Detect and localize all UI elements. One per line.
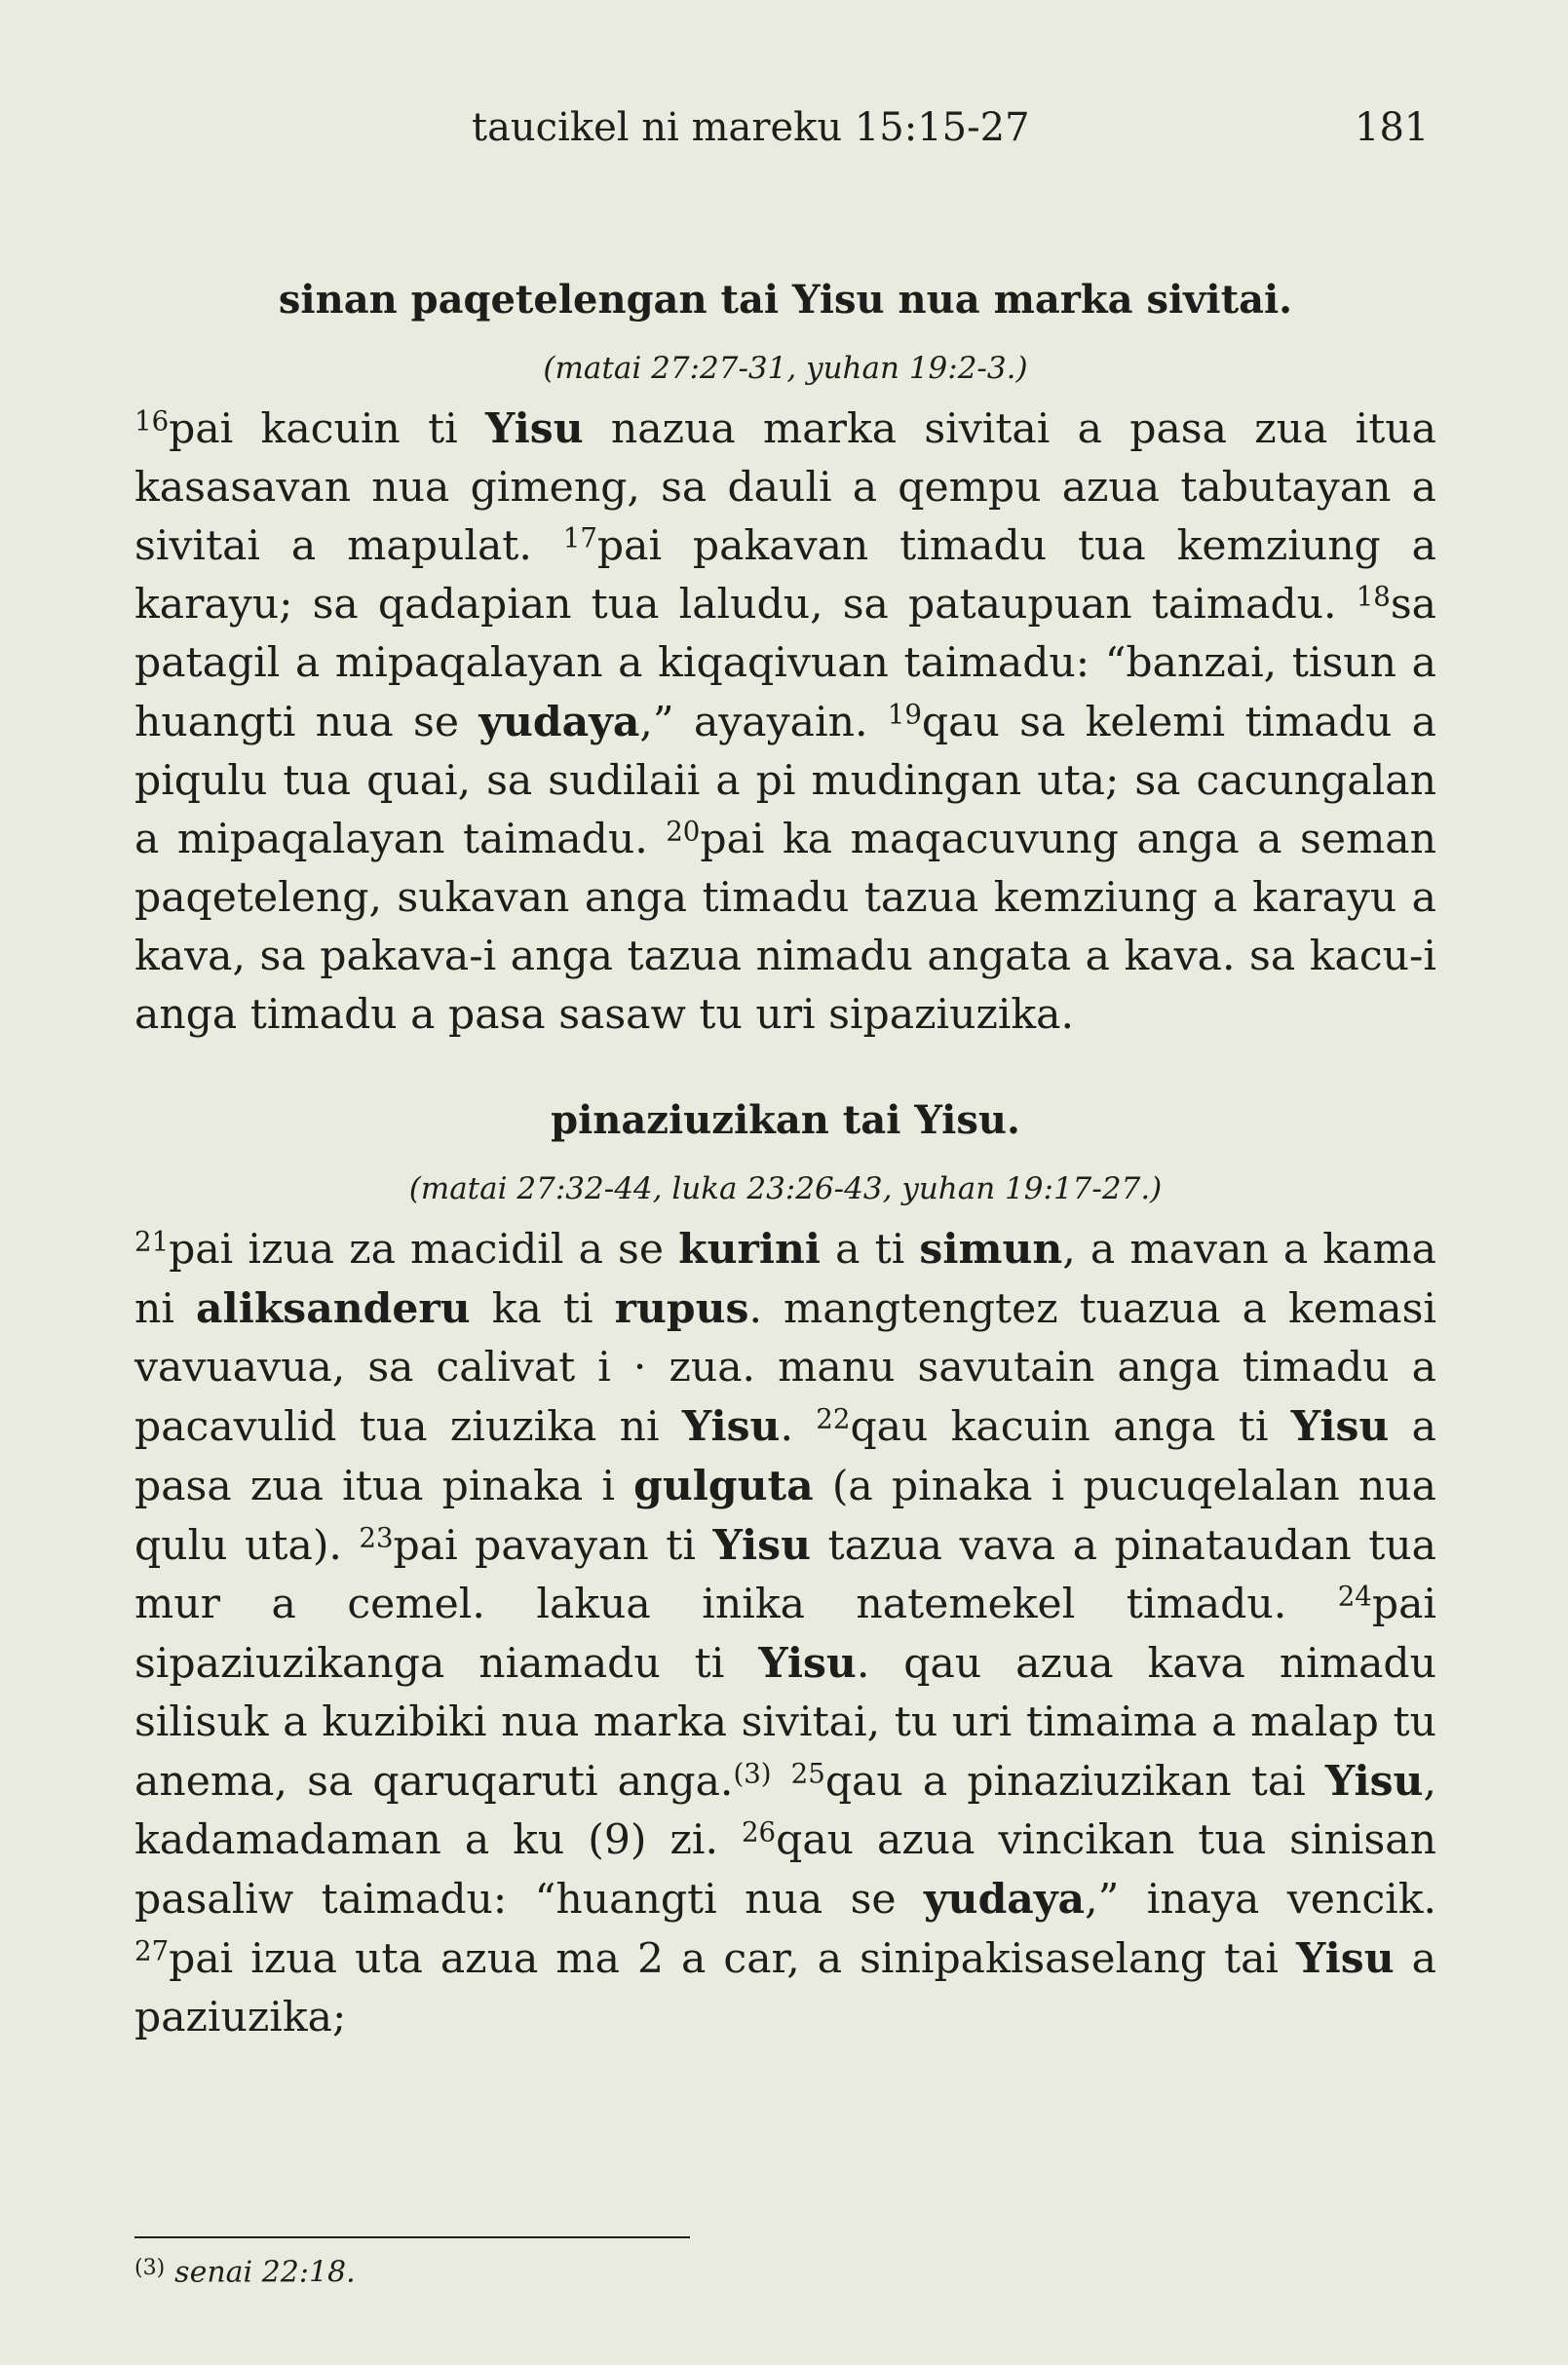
bold-name: Yisu [681, 1402, 781, 1451]
verse-text: ,” inaya vencik. [1085, 1876, 1436, 1924]
verse-number: 16 [134, 404, 170, 438]
cross-reference: (matai 27:27-31, yuhan 19:2-3.) [543, 351, 1028, 386]
verse-text: tazua vava a pinataudan tua mur a cemel. lakua inika natemekel timadu. [134, 1522, 1437, 1628]
verse-text: pai izua uta azua ma 2 a car, a sinipakisaselang tai [169, 1935, 1297, 1983]
verse-text: pai ka maqacuvung anga a seman paqeteleng, sukavan anga timadu tazua kemziung a karayu a kava, sa pakava-i anga tazua nimadu angata a kava. sa kacu-i anga timadu a pasa sasaw tu uri sipaziuzika. [134, 816, 1437, 1039]
verse-text: sa patagil a mipaqalayan a kiqaqivuan taimadu: “banzai, tisun a huangti nua se [134, 581, 1436, 746]
verse-number: 18 [1356, 580, 1391, 613]
section-heading: sinan paqetelengan tai Yisu nua marka sivitai. [278, 277, 1293, 323]
verse-text: ,” ayayain. [639, 699, 888, 746]
verse-text: pai pakavan timadu tua kemziung a karayu; sa qadapian tua laludu, sa pataupuan taimadu. [134, 522, 1436, 629]
verse-text: . qau azua kava nimadu silisuk a kuzibiki nua marka sivitai, tu uri timaima a malap tu anema, sa qaruqaruti anga. [134, 1640, 1436, 1806]
verse-number: 26 [741, 1815, 777, 1849]
verse-number: 17 [562, 521, 597, 554]
page-number: 181 [1355, 105, 1430, 150]
bold-name: aliksanderu [196, 1284, 471, 1333]
verse-number: 27 [134, 1934, 170, 1967]
bold-name: Yisu [1290, 1402, 1390, 1451]
footnote-ref[interactable]: (3) [733, 1757, 772, 1790]
bold-name: Yisu [1324, 1757, 1424, 1806]
bold-name: simun [919, 1225, 1063, 1274]
verse-text: a ti [821, 1226, 920, 1274]
verse-text: (a pinaka i pucuqelalan nua qulu uta). [134, 1463, 1436, 1570]
verse-number: 19 [887, 698, 922, 731]
verse-text: , kadamadaman a ku (9) zi. [134, 1758, 1436, 1864]
verse-text: nazua marka sivitai a pasa zua itua kasasavan nua gimeng, sa dauli a qempu azua tabutayan a sivitai a mapulat. [134, 405, 1437, 570]
footnote [134, 2249, 356, 2293]
verse-text: qau azua vincikan tua sinisan pasaliw taimadu: “huangti nua se [134, 1816, 1436, 1924]
verse-number: 20 [666, 815, 701, 848]
footnote-marker: (3) [134, 2256, 166, 2280]
bold-name: kurini [678, 1225, 822, 1274]
bold-name: rupus [614, 1284, 749, 1333]
bold-name: gulguta [633, 1462, 814, 1510]
verse-text: pai sipaziuzikanga niamadu ti [134, 1581, 1436, 1688]
bold-name: Yisu [1296, 1934, 1395, 1983]
verse-text: ka ti [470, 1285, 615, 1333]
bold-name: yudaya [478, 698, 640, 746]
verse-text: pai izua za macidil a se [169, 1226, 679, 1274]
running-title: taucikel ni mareku 15:15-27 [472, 105, 1030, 150]
verse-number: 23 [359, 1521, 394, 1554]
verse-text: a paziuzika; [134, 1935, 1436, 2041]
cross-reference: (matai 27:32-44, luka 23:26-43, yuhan 19:17-27.) [408, 1171, 1163, 1206]
verse-text: pai pavayan ti [393, 1522, 713, 1570]
verse-text [772, 1758, 791, 1806]
footnote-text: senai 22:18. [174, 2255, 356, 2290]
verse-text: qau sa kelemi timadu a piqulu tua quai, sa sudilaii a pi mudingan uta; sa cacungalan a mipaqalayan taimadu. [134, 699, 1436, 863]
verse-number: 25 [790, 1757, 825, 1790]
bold-name: Yisu [758, 1639, 857, 1688]
verse-text: . [780, 1403, 817, 1451]
paragraph [134, 400, 1436, 1045]
page-body [134, 271, 1436, 2047]
verse-text: . mangtengtez tuazua a kemasi vavuavua, sa calivat i · zua. manu savutain anga timadu a pacavulid tua ziuzika ni [134, 1285, 1436, 1451]
verse-text: a pasa zua itua pinaka i [134, 1403, 1436, 1510]
verse-text: , a mavan a kama ni [134, 1226, 1437, 1333]
verse-number: 22 [816, 1402, 851, 1435]
verse-number: 21 [134, 1225, 170, 1258]
section-heading: pinaziuzikan tai Yisu. [551, 1097, 1020, 1143]
verse-number: 24 [1337, 1580, 1372, 1613]
verse-text: qau a pinaziuzikan tai [824, 1758, 1325, 1806]
verse-text: qau kacuin anga ti [850, 1403, 1291, 1451]
bold-name: Yisu [712, 1521, 812, 1570]
running-header [0, 105, 1568, 164]
verse-text: pai kacuin ti [169, 405, 486, 453]
bold-name: yudaya [923, 1875, 1086, 1924]
bold-name: Yisu [485, 404, 584, 453]
paragraph [134, 1220, 1436, 2047]
footnote-divider [134, 2236, 690, 2238]
